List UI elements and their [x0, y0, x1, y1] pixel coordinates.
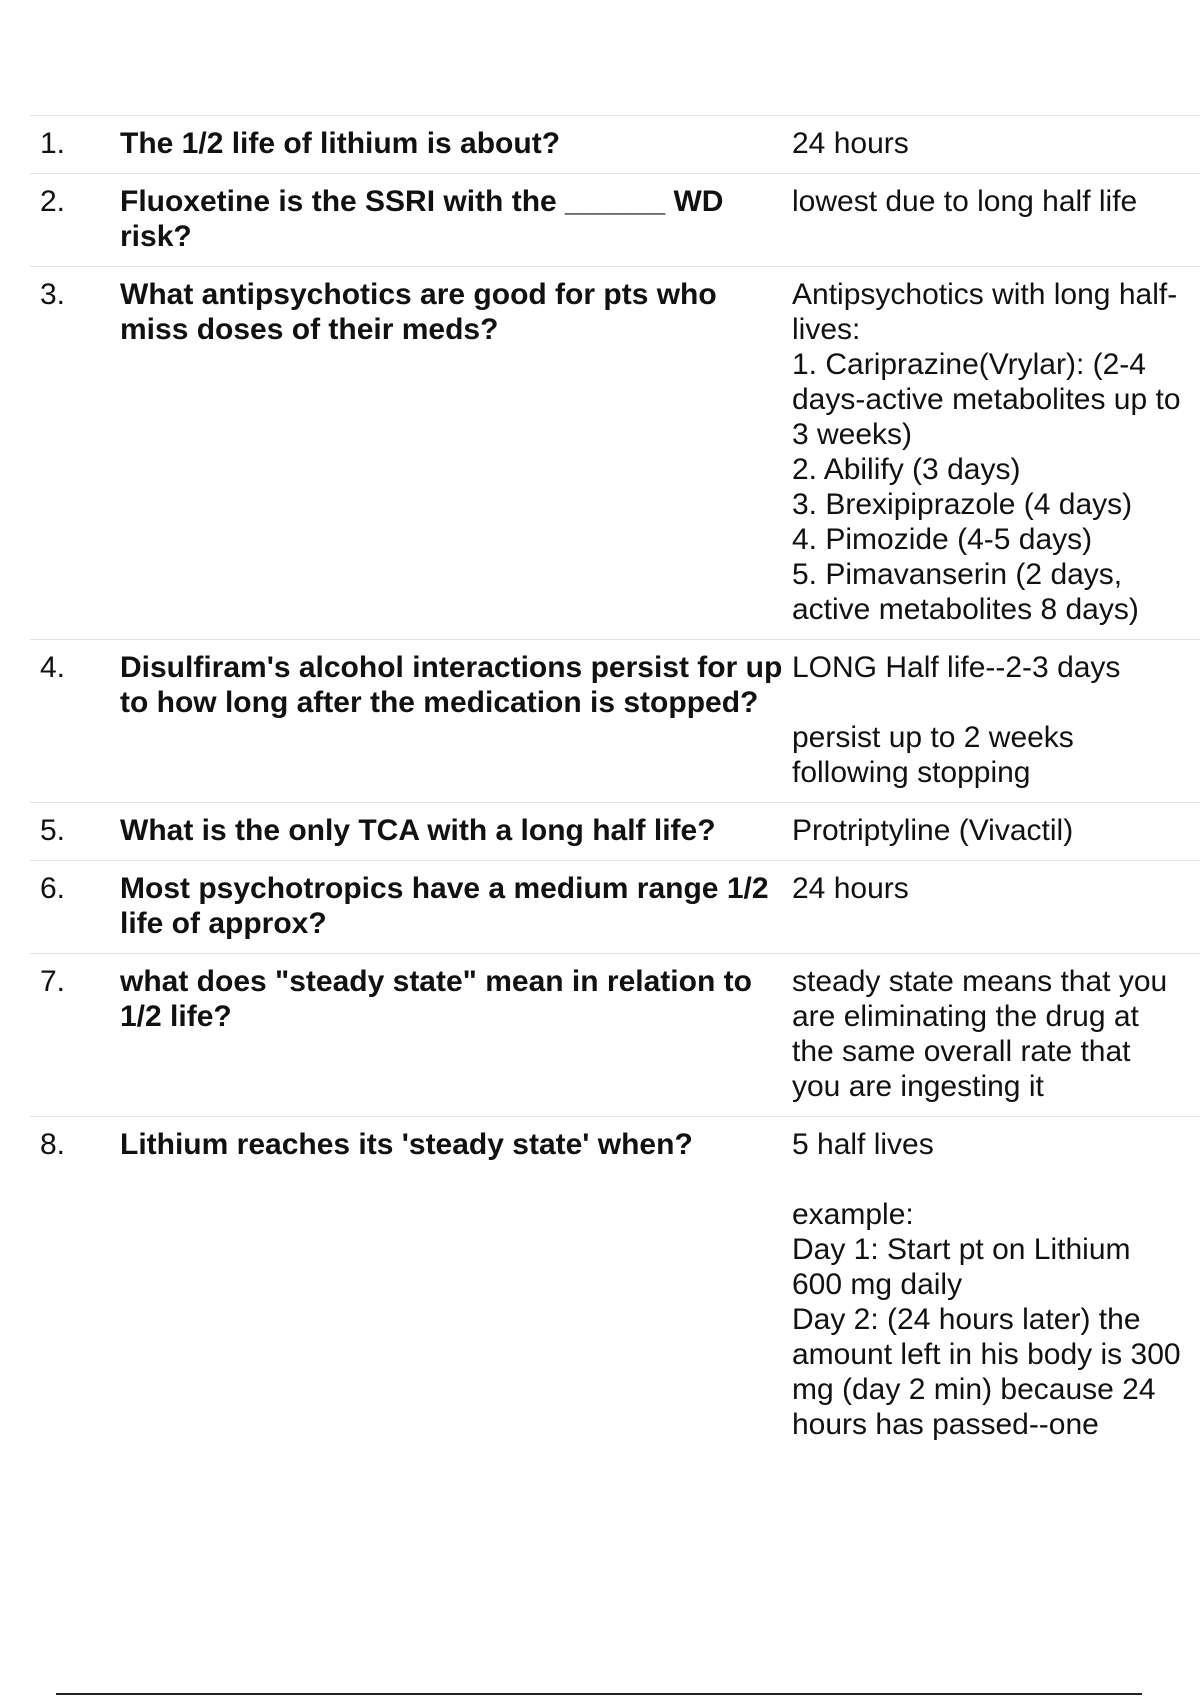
- definition-line: 5. Pimavanserin (2 days, active metabolites 8 days): [792, 558, 1139, 626]
- card-definition: [792, 650, 1200, 790]
- card-definition: [792, 126, 1200, 161]
- definition-line: Day 2: (24 hours later) the amount left in his body is 300 mg (day 2 min) because 24 hours has passed--one: [792, 1303, 1181, 1441]
- card-definition: [792, 277, 1200, 627]
- card-row: [30, 1117, 1200, 1441]
- card-term: The 1/2 life of lithium is about?: [120, 127, 561, 160]
- card-definition: [792, 964, 1200, 1104]
- card-definition: [792, 1127, 1200, 1441]
- definition-spacer: [792, 685, 1186, 720]
- card-definition: [792, 813, 1200, 848]
- card-number: 8.: [40, 1128, 66, 1161]
- definition-line: example:: [792, 1198, 914, 1231]
- definition-line: LONG Half life--2-3 days: [792, 651, 1121, 684]
- card-number: 4.: [40, 651, 66, 684]
- card-row: [30, 267, 1200, 640]
- card-term: Most psychotropics have a medium range 1/2 life of approx?: [120, 872, 769, 940]
- card-row: [30, 116, 1200, 174]
- card-number: 3.: [40, 278, 66, 311]
- card-number: 1.: [40, 127, 66, 160]
- card-term: What is the only TCA with a long half life?: [120, 814, 716, 847]
- card-term: Disulfiram's alcohol interactions persist for up to how long after the medication is stopped?: [120, 651, 783, 719]
- definition-line: 3. Brexipiprazole (4 days): [792, 488, 1133, 521]
- card-number: 5.: [40, 814, 66, 847]
- definition-line: 5 half lives: [792, 1128, 934, 1161]
- card-row: [30, 174, 1200, 267]
- definition-line: 1. Cariprazine(Vrylar): (2-4 days-active metabolites up to 3 weeks): [792, 348, 1181, 451]
- definition-line: steady state means that you are eliminating the drug at the same overall rate that you are ingesting it: [792, 965, 1168, 1103]
- definition-line: 4. Pimozide (4-5 days): [792, 523, 1093, 556]
- definition-line: Antipsychotics with long half-lives:: [792, 278, 1178, 346]
- card-term: what does "steady state" mean in relation to 1/2 life?: [120, 965, 752, 1033]
- definition-line: 24 hours: [792, 127, 909, 160]
- card-term: Lithium reaches its 'steady state' when?: [120, 1128, 693, 1161]
- card-number: 7.: [40, 965, 66, 998]
- card-row: [30, 861, 1200, 954]
- card-term: Fluoxetine is the SSRI with the ______ WD risk?: [120, 185, 724, 253]
- flashcard-list: [30, 115, 1200, 1441]
- definition-line: persist up to 2 weeks following stopping: [792, 721, 1074, 789]
- card-definition: [792, 184, 1200, 219]
- definition-line: Protriptyline (Vivactil): [792, 814, 1074, 847]
- definition-line: lowest due to long half life: [792, 185, 1138, 218]
- card-definition: [792, 871, 1200, 906]
- card-number: 6.: [40, 872, 66, 905]
- card-row: [30, 803, 1200, 861]
- page-bottom-rule: [56, 1693, 1142, 1695]
- card-row: [30, 954, 1200, 1117]
- definition-line: Day 1: Start pt on Lithium 600 mg daily: [792, 1233, 1131, 1301]
- card-row: [30, 640, 1200, 803]
- card-term: What antipsychotics are good for pts who miss doses of their meds?: [120, 278, 717, 346]
- definition-spacer: [792, 1162, 1186, 1197]
- definition-line: 24 hours: [792, 872, 909, 905]
- card-number: 2.: [40, 185, 66, 218]
- definition-line: 2. Abilify (3 days): [792, 453, 1021, 486]
